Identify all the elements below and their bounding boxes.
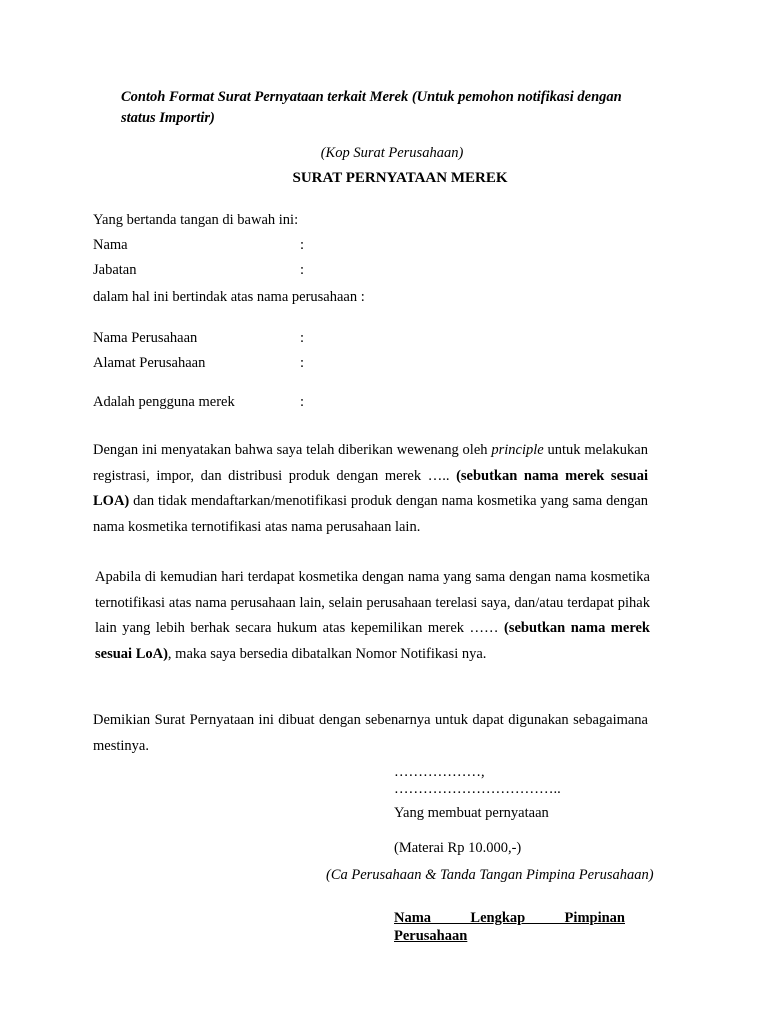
field-colon-pengguna-merek: : [300,394,305,410]
letter-title: SURAT PERNYATAAN MEREK [292,170,508,186]
principle-term: principle [491,442,544,458]
field-label-alamat-perusahaan: Alamat Perusahaan [93,355,206,371]
field-label-pengguna-merek: Adalah pengguna merek [93,394,235,410]
company-intro-text: dalam hal ini bertindak atas nama perusahaan : [93,289,365,305]
brand-note: (sebutkan nama merek sesuai LOA) [93,467,648,509]
place-date-placeholder: ………………, [394,764,485,780]
field-label-nama: Nama [93,237,128,253]
letterhead-placeholder: (Kop Surat Perusahaan) [320,145,464,161]
signatory-name: Nama Lengkap Pimpinan Perusahaan [394,910,625,944]
statement-paragraph: Dengan ini menyatakan bahwa saya telah diberikan wewenang oleh principle untuk melakukan registrasi, impor, dan distribusi produk dengan merek ….. (sebutkan nama merek sesuai LOA) dan tidak mendaftarkan/menotifikasi produk dengan nama kosmetika yang sama dengan nama kosmetika ternotifikasi atas nama perusahaan lain. [93,442,648,535]
field-label-nama-perusahaan: Nama Perusahaan [93,330,198,346]
field-colon-nama-perusahaan: : [300,330,305,346]
field-colon-nama: : [300,237,305,253]
date-dots-placeholder: …………………………….. [394,781,561,797]
closing-paragraph: Demikian Surat Pernyataan ini dibuat dengan sebenarnya untuk dapat digunakan sebagaimana mestinya. [93,712,648,754]
intro-text: Yang bertanda tangan di bawah ini: [93,212,299,228]
cancellation-paragraph: Apabila di kemudian hari terdapat kosmetika dengan nama yang sama dengan nama kosmetika ternotifikasi atas nama perusahaan lain, selain perusahaan terelasi saya, dan/atau terdapat pihak lain yang lebih berhak secara hukum atas kepemilikan merek …… (sebutkan nama merek sesuai LoA), maka saya bersedia dibatalkan Nomor Notifikasi nya. [95,569,650,662]
field-colon-alamat-perusahaan: : [300,355,305,371]
brand-note: (sebutkan nama merek sesuai LoA) [95,620,650,662]
field-colon-jabatan: : [300,262,305,278]
company-seal-note: (Ca Perusahaan & Tanda Tangan Pimpina Perusahaan) [326,867,654,883]
signatory-label: Yang membuat pernyataan [394,805,549,821]
document-heading: Contoh Format Surat Pernyataan terkait Merek (Untuk pemohon notifikasi dengan status Importir) [121,89,622,126]
stamp-duty-note: (Materai Rp 10.000,-) [394,840,522,856]
field-label-jabatan: Jabatan [93,262,137,278]
